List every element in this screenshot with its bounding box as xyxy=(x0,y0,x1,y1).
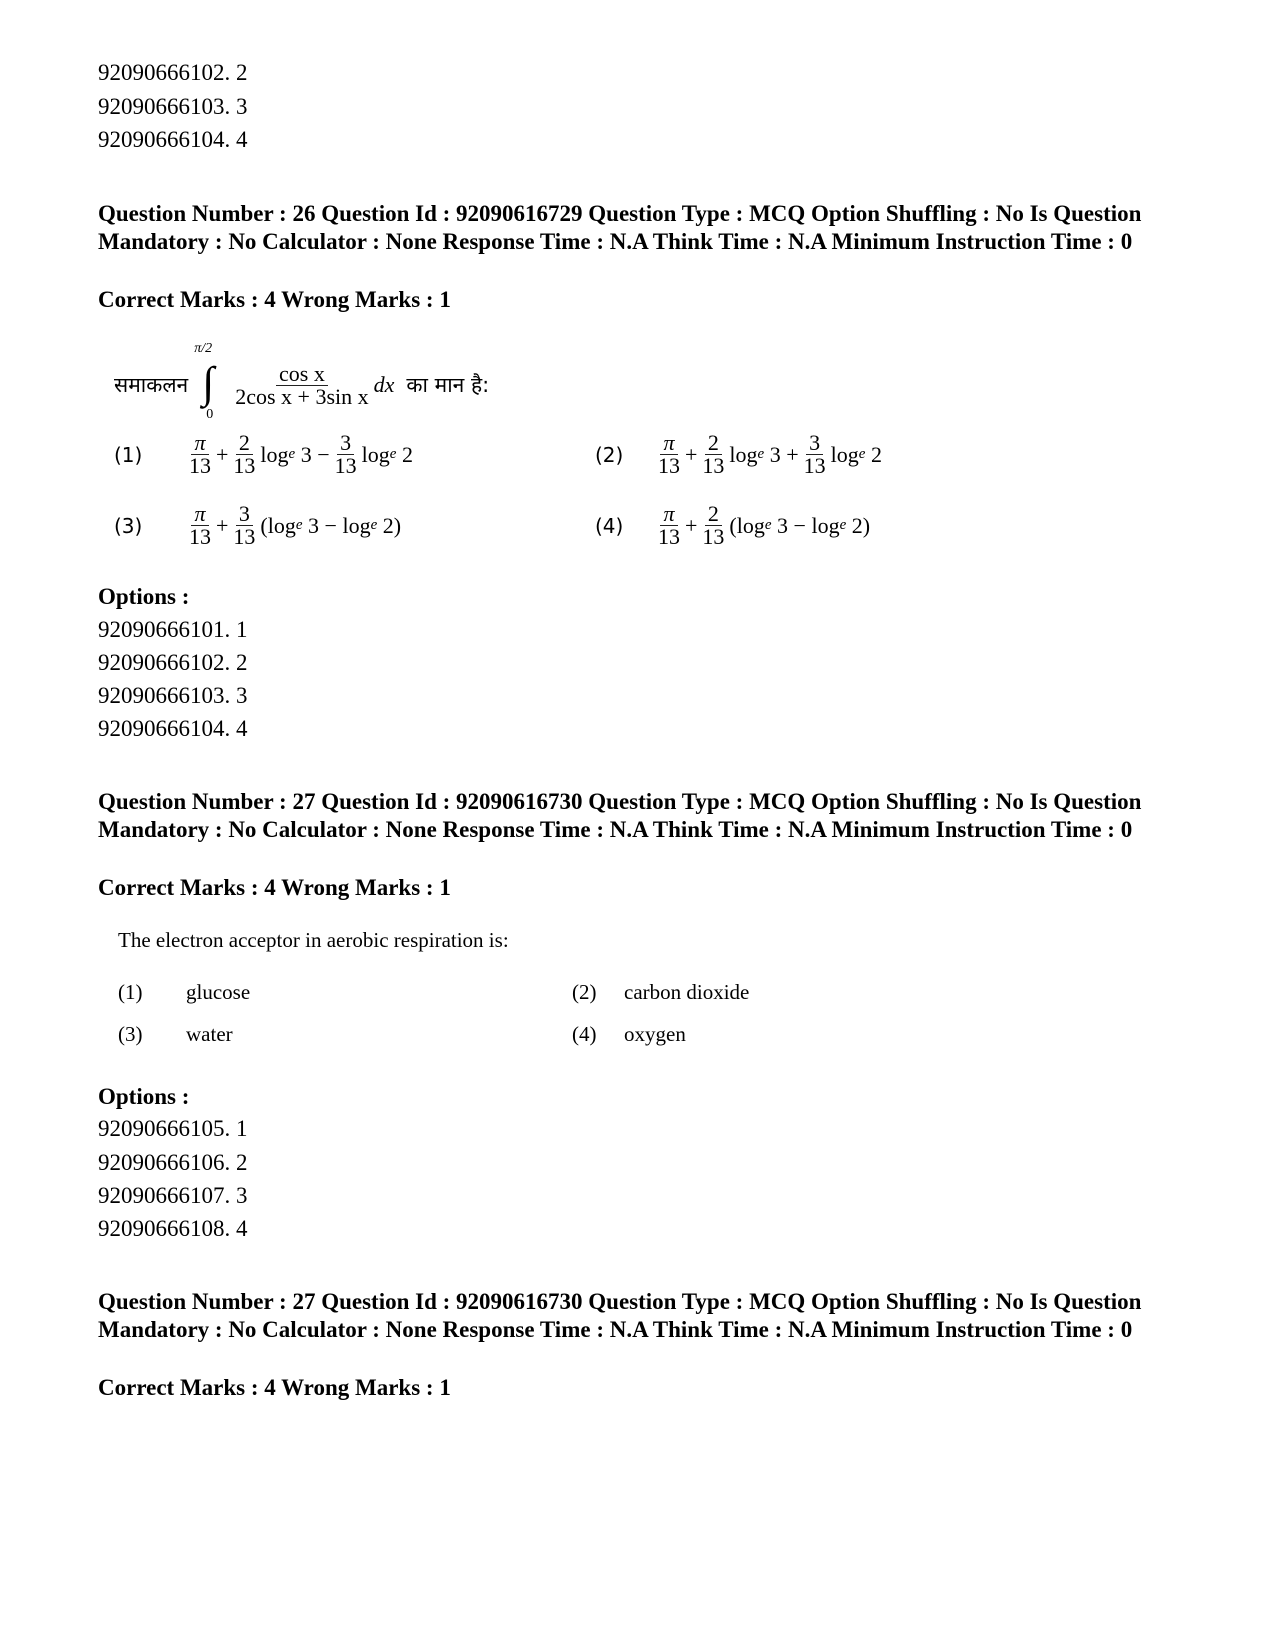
choice-text: water xyxy=(186,1022,233,1046)
text-choice-2 xyxy=(572,980,749,1005)
option-line: 92090666102. 2 xyxy=(98,60,248,85)
math-choice-2: (2) $\frac{\pi}{13}$ + $\frac{2}{13}$ log e 3 + $\frac{3}{13}$ log e 2 xyxy=(595,430,882,478)
choice-label: (1) xyxy=(114,442,143,467)
question-header: Question Number : 26 Question Id : 92090616729 Question Type : MCQ Option Shuffling : No Is Question Mandatory : No Calculator : None Response Time : N.A Think Time : N.A Minimum Instruction Time : 0 xyxy=(98,201,1142,254)
option-line: 92090666103. 3 xyxy=(98,683,248,708)
integrand-numerator: cos x xyxy=(276,363,328,386)
choice-label: (3) xyxy=(114,513,143,538)
text-choice-4 xyxy=(572,1022,686,1047)
choice-text: glucose xyxy=(186,980,251,1004)
option-line: 92090666101. 1 xyxy=(98,617,248,642)
option-line: 92090666104. 4 xyxy=(98,716,248,741)
text-choice-3 xyxy=(118,1022,233,1047)
marks-line: Correct Marks : 4 Wrong Marks : 1 xyxy=(98,875,451,900)
question-header: Question Number : 27 Question Id : 92090616730 Question Type : MCQ Option Shuffling : No Is Question Mandatory : No Calculator : None Response Time : N.A Think Time : N.A Minimum Instruction Time : 0 xyxy=(98,1289,1142,1342)
math-choice-4: (4) $\frac{\pi}{13}$ + $\frac{2}{13}$ (log e 3 − log e 2) xyxy=(595,501,871,549)
option-line: 92090666108. 4 xyxy=(98,1216,248,1241)
choice-label: (3) xyxy=(118,1022,143,1046)
integrand-fraction xyxy=(232,360,371,409)
question-header: Question Number : 27 Question Id : 92090616730 Question Type : MCQ Option Shuffling : No Is Question Mandatory : No Calculator : None Response Time : N.A Think Time : N.A Minimum Instruction Time : 0 xyxy=(98,789,1142,842)
marks-line: Correct Marks : 4 Wrong Marks : 1 xyxy=(98,1375,451,1400)
stem-word: समाकलन xyxy=(114,373,189,397)
option-line: 92090666102. 2 xyxy=(98,650,248,675)
text-choice-1 xyxy=(118,980,250,1005)
option-line: 92090666106. 2 xyxy=(98,1150,248,1175)
marks-line: Correct Marks : 4 Wrong Marks : 1 xyxy=(98,287,451,312)
options-title: Options : xyxy=(98,584,190,609)
choice-label: (2) xyxy=(595,442,624,467)
choice-label: (1) xyxy=(118,980,143,1004)
option-line: 92090666105. 1 xyxy=(98,1116,248,1141)
option-line: 92090666103. 3 xyxy=(98,94,248,119)
choice-label: (4) xyxy=(572,1022,597,1046)
integral-upper-bound: π/2 xyxy=(194,341,213,356)
choice-text: oxygen xyxy=(624,1022,686,1046)
dx-text: dx xyxy=(373,372,395,397)
math-choice-1: (1) $\frac{\pi}{13}$ + $\frac{2}{13}$ log e 3 − $\frac{3}{13}$ log e 2 xyxy=(114,430,413,478)
question-stem: The electron acceptor in aerobic respiration is: xyxy=(118,928,509,952)
stem-tail: का मान है: xyxy=(406,373,490,397)
integral-sign: π/2 ∫ 0 xyxy=(194,341,215,422)
option-line: 92090666107. 3 xyxy=(98,1183,248,1208)
question-stem xyxy=(114,341,490,422)
choice-text: carbon dioxide xyxy=(624,980,750,1004)
math-choice-3: (3) $\frac{\pi}{13}$ + $\frac{3}{13}$ (log e 3 − log e 2) xyxy=(114,501,402,549)
integral-lower-bound: 0 xyxy=(206,407,214,422)
option-line: 92090666104. 4 xyxy=(98,127,248,152)
integrand-denominator: 2cos x + 3sin x xyxy=(235,383,369,409)
options-title: Options : xyxy=(98,1084,190,1109)
choice-label: (2) xyxy=(572,980,597,1004)
choice-label: (4) xyxy=(595,513,624,538)
